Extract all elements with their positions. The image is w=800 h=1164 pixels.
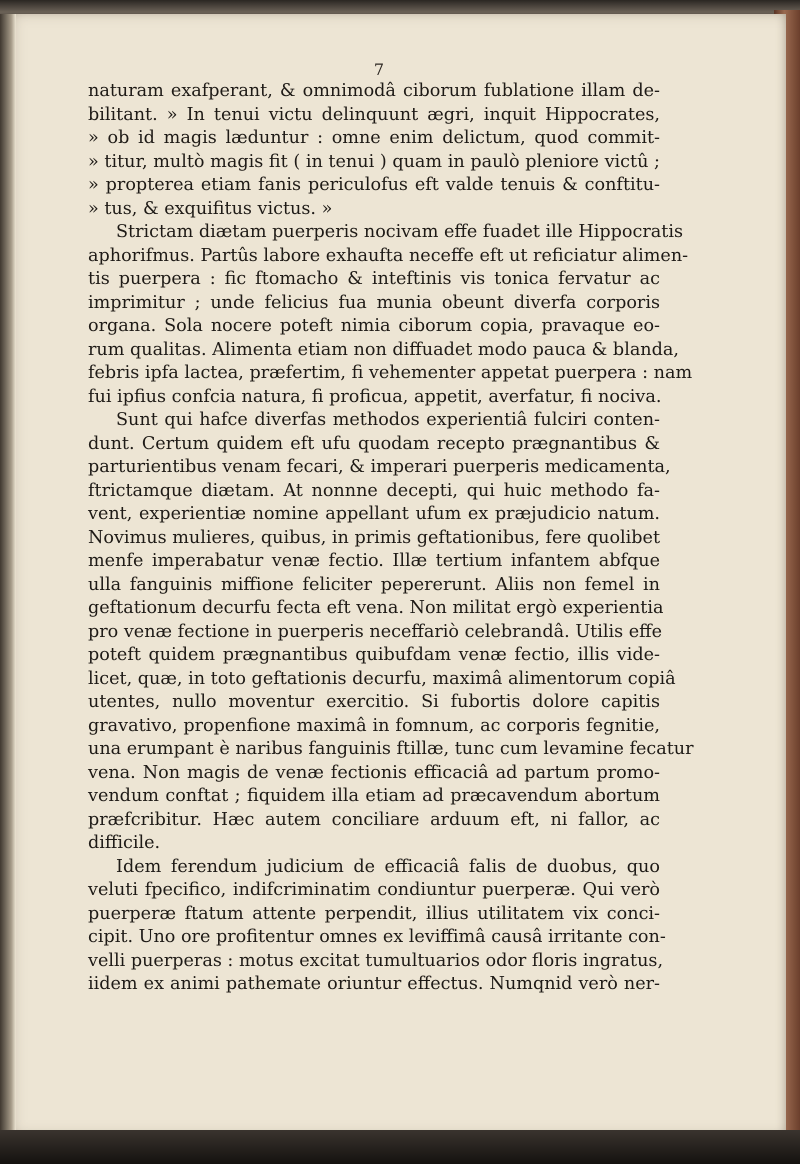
text-line: velli puerperas : motus excitat tumultuarios odor floris ingratus, [88,950,664,971]
page-text-block [88,80,694,997]
text-line: gravativo, propenfione maximâ in fomnum, ac corporis fegnitie, [88,715,660,736]
text-line: menfe imperabatur venæ fectio. Illæ tertium infantem abfque [88,551,660,571]
text-line: præfcribitur. Hæc autem conciliare arduum eft, ni fallor, ac [88,809,660,830]
text-line: bilitant. » In tenui victu delinquunt ægri, inquit Hippocrates, [88,104,660,125]
text-line: aphorifmus. Partûs labore exhaufta neceffe eft ut reficiatur alimen- [88,245,689,266]
text-line: veluti fpecifico, indifcriminatim condiuntur puerperæ. Qui verò [88,880,660,900]
page-gutter-shadow [0,14,16,1134]
text-line: Novimus mulieres, quibus, in primis geftationibus, fere quolibet [88,527,661,548]
text-line: ftrictamque diætam. At nonnne decepti, qui huic methodo fa- [88,480,660,501]
text-line: parturientibus venam fecari, & imperari puerperis medicamenta, [88,457,671,477]
text-line: difficile. [88,833,161,853]
text-line: una erumpant è naribus fanguinis ftillæ, tunc cum levamine fecatur [88,739,694,759]
text-line: licet, quæ, in toto geftationis decurfu, maximâ alimentorum copiâ [88,668,676,689]
text-line: » propterea etiam fanis periculofus eft valde tenuis & conftitu- [88,175,660,195]
text-line: » titur, multò magis fit ( in tenui ) quam in paulò pleniore victû ; [88,151,660,172]
text-line: naturam exafperant, & omnimodâ ciborum fublatione illam de- [88,81,660,101]
page-number: 7 [373,60,385,79]
text-line: » ob id magis læduntur : omne enim delictum, quod commit- [88,128,660,148]
text-line: geftationum decurfu fecta eft vena. Non militat ergò experientia [88,598,664,618]
text-line: puerperæ ftatum attente perpendit, illius utilitatem vix conci- [88,903,660,924]
text-line: ulla fanguinis miffione feliciter pepererunt. Aliis non femel in [88,574,660,595]
text-line: fui ipfius confcia natura, fi proficua, appetit, averfatur, fi nociva. [88,386,662,407]
text-line: vena. Non magis de venæ fectionis efficaciâ ad partum promo- [88,762,660,783]
text-line: iidem ex animi pathemate oriuntur effectus. Numqnid verò ner- [88,974,660,994]
text-line: dunt. Certum quidem eft ufu quodam recepto prægnantibus & [88,433,660,454]
text-line: imprimitur ; unde felicius fua munia obeunt diverfa corporis [88,292,660,313]
text-line: pro venæ fectione in puerperis neceffariò celebrandâ. Utilis effe [88,621,663,642]
text-line: vendum conftat ; fiquidem illa etiam ad præcavendum abortum [88,786,660,806]
text-line: utentes, nullo moventur exercitio. Si fubortis dolore capitis [88,692,660,712]
text-line: Strictam diætam puerperis nocivam effe fuadet ille Hippocratis [116,222,684,242]
text-line: Sunt qui hafce diverfas methodos experientiâ fulciri conten- [116,410,660,430]
text-line: poteft quidem prægnantibus quibufdam venæ fectio, illis vide- [88,645,660,665]
text-line: tis puerpera : fic ftomacho & inteftinis vis tonica fervatur ac [88,269,660,289]
text-line: cipit. Uno ore profitentur omnes ex leviffimâ causâ irritante con- [88,927,666,947]
text-line: Idem ferendum judicium de efficaciâ falis de duobus, quo [116,856,660,877]
text-line: vent, experientiæ nomine appellant ufum ex præjudicio natum. [88,504,660,524]
text-line: rum qualitas. Alimenta etiam non diffuadet modo pauca & blanda, [88,339,679,360]
text-line: » tus, & exquifitus victus. » [88,198,333,219]
text-line: febris ipfa lactea, præfertim, fi vehementer appetat puerpera : nam [88,363,693,383]
book-bottom-edge [0,1130,800,1164]
text-line: organa. Sola nocere poteft nimia ciborum copia, pravaque eo- [88,316,660,336]
